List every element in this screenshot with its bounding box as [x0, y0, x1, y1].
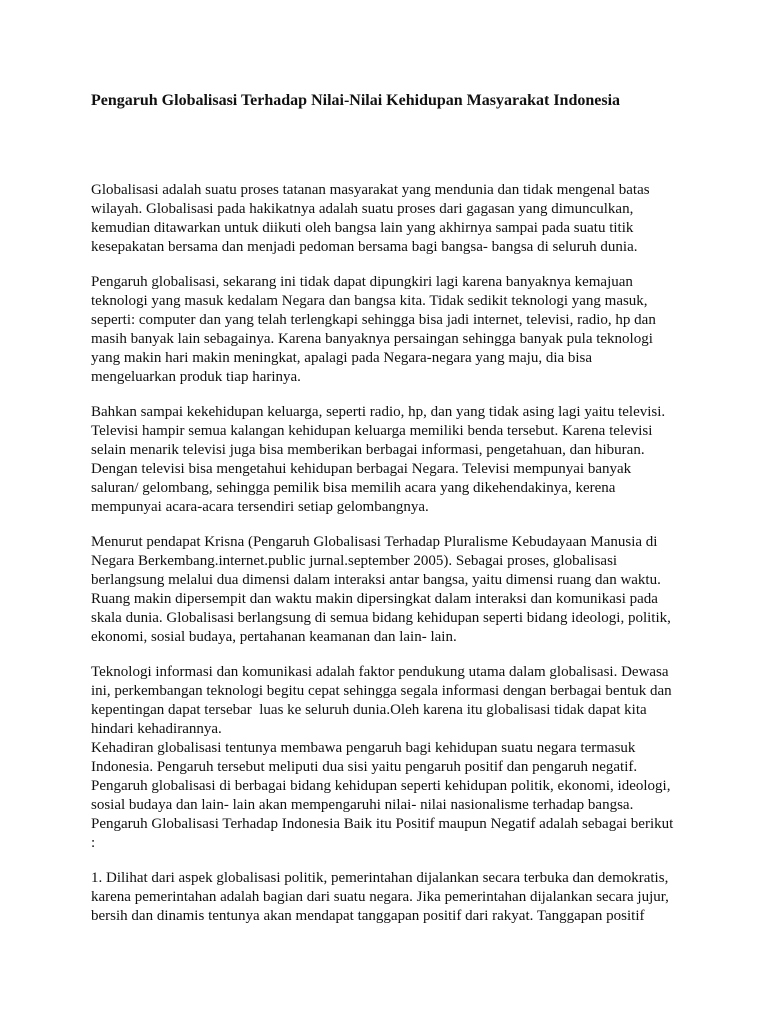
text-line: berlangsung melalui dua dimensi dalam interaksi antar bangsa, yaitu dimensi ruang dan waktu. — [91, 572, 661, 588]
text-line: karena pemerintahan adalah bagian dari suatu negara. Jika pemerintahan dijalankan secara jujur, — [91, 889, 669, 905]
text-line: Televisi hampir semua kalangan kehidupan keluarga memiliki benda tersebut. Karena televisi — [91, 423, 653, 439]
document-body — [91, 181, 691, 926]
text-line: mengeluarkan produk tiap harinya. — [91, 369, 301, 385]
text-line: ini, perkembangan teknologi begitu cepat sehingga segala informasi dengan berbagai bentuk dan — [91, 683, 672, 699]
text-line: Kehadiran globalisasi tentunya membawa pengaruh bagi kehidupan suatu negara termasuk — [91, 740, 636, 756]
text-line: kesepakatan bersama dan menjadi pedoman bersama bagi bangsa- bangsa di seluruh dunia. — [91, 239, 638, 255]
text-line: skala dunia. Globalisasi berlangsung di semua bidang kehidupan seperti bidang ideologi, politik, — [91, 610, 671, 626]
text-line: ekonomi, sosial budaya, pertahanan keamanan dan lain- lain. — [91, 629, 457, 645]
text-line: kemudian ditawarkan untuk diikuti oleh bangsa lain yang akhirnya sampai pada suatu titik — [91, 220, 634, 236]
text-line: saluran/ gelombang, sehingga pemilik bisa memilih acara yang dikehendakinya, kerena — [91, 480, 616, 496]
paragraph-6 — [91, 869, 691, 926]
text-line: Pengaruh globalisasi di berbagai bidang kehidupan seperti kehidupan politik, ekonomi, ideologi, — [91, 778, 671, 794]
text-line: seperti: computer dan yang telah terlengkapi sehingga bisa jadi internet, televisi, radio, hp dan — [91, 312, 656, 328]
text-line: Menurut pendapat Krisna (Pengaruh Globalisasi Terhadap Pluralisme Kebudayaan Manusia di — [91, 534, 658, 550]
text-line: selain menarik televisi juga bisa memberikan berbagai informasi, pengetahuan, dan hiburan. — [91, 442, 645, 458]
text-line: Pengaruh globalisasi, sekarang ini tidak dapat dipungkiri lagi karena banyaknya kemajuan — [91, 274, 633, 290]
paragraph-4 — [91, 533, 691, 647]
text-line: 1. Dilihat dari aspek globalisasi politik, pemerintahan dijalankan secara terbuka dan demokratis, — [91, 870, 669, 886]
paragraph-1 — [91, 181, 691, 257]
text-line: kepentingan dapat tersebar luas ke seluruh dunia.Oleh karena itu globalisasi tidak dapat kita — [91, 702, 647, 718]
paragraph-2 — [91, 273, 691, 387]
paragraph-3 — [91, 403, 691, 517]
text-line: wilayah. Globalisasi pada hakikatnya adalah suatu proses dari gagasan yang dimunculkan, — [91, 201, 634, 217]
text-line: hindari kehadirannya. — [91, 721, 222, 737]
text-line: Ruang makin dipersempit dan waktu makin dipersingkat dalam interaksi dan komunikasi pada — [91, 591, 658, 607]
text-line: yang makin hari makin meningkat, apalagi pada Negara-negara yang maju, dia bisa — [91, 350, 593, 366]
text-line: sosial budaya dan lain- lain akan mempengaruhi nilai- nilai nasionalisme terhadap bangsa. — [91, 797, 634, 813]
paragraph-5 — [91, 663, 691, 853]
text-line: Teknologi informasi dan komunikasi adalah faktor pendukung utama dalam globalisasi. Dewasa — [91, 664, 669, 680]
document-title: Pengaruh Globalisasi Terhadap Nilai-Nilai Kehidupan Masyarakat Indonesia — [91, 92, 621, 109]
text-line: teknologi yang masuk kedalam Negara dan bangsa kita. Tidak sedikit teknologi yang masuk, — [91, 293, 648, 309]
text-line: mempunyai acara-acara tersendiri setiap gelombangnya. — [91, 499, 429, 515]
text-line: Dengan televisi bisa mengetahui kehidupan berbagai Negara. Televisi mempunyai banyak — [91, 461, 632, 477]
text-line: Negara Berkembang.internet.public jurnal.september 2005). Sebagai proses, globalisasi — [91, 553, 618, 569]
text-line: bersih dan dinamis tentunya akan mendapat tanggapan positif dari rakyat. Tanggapan positif — [91, 908, 645, 924]
text-line: : — [91, 835, 96, 851]
text-line: Pengaruh Globalisasi Terhadap Indonesia Baik itu Positif maupun Negatif adalah sebagai berikut — [91, 816, 674, 832]
text-line: Bahkan sampai kekehidupan keluarga, seperti radio, hp, dan yang tidak asing lagi yaitu televisi. — [91, 404, 666, 420]
text-line: Globalisasi adalah suatu proses tatanan masyarakat yang mendunia dan tidak mengenal batas — [91, 182, 650, 198]
text-line: Indonesia. Pengaruh tersebut meliputi dua sisi yaitu pengaruh positif dan pengaruh negatif. — [91, 759, 638, 775]
text-line: masih banyak lain sebagainya. Karena banyaknya persaingan sehingga banyak pula teknologi — [91, 331, 653, 347]
